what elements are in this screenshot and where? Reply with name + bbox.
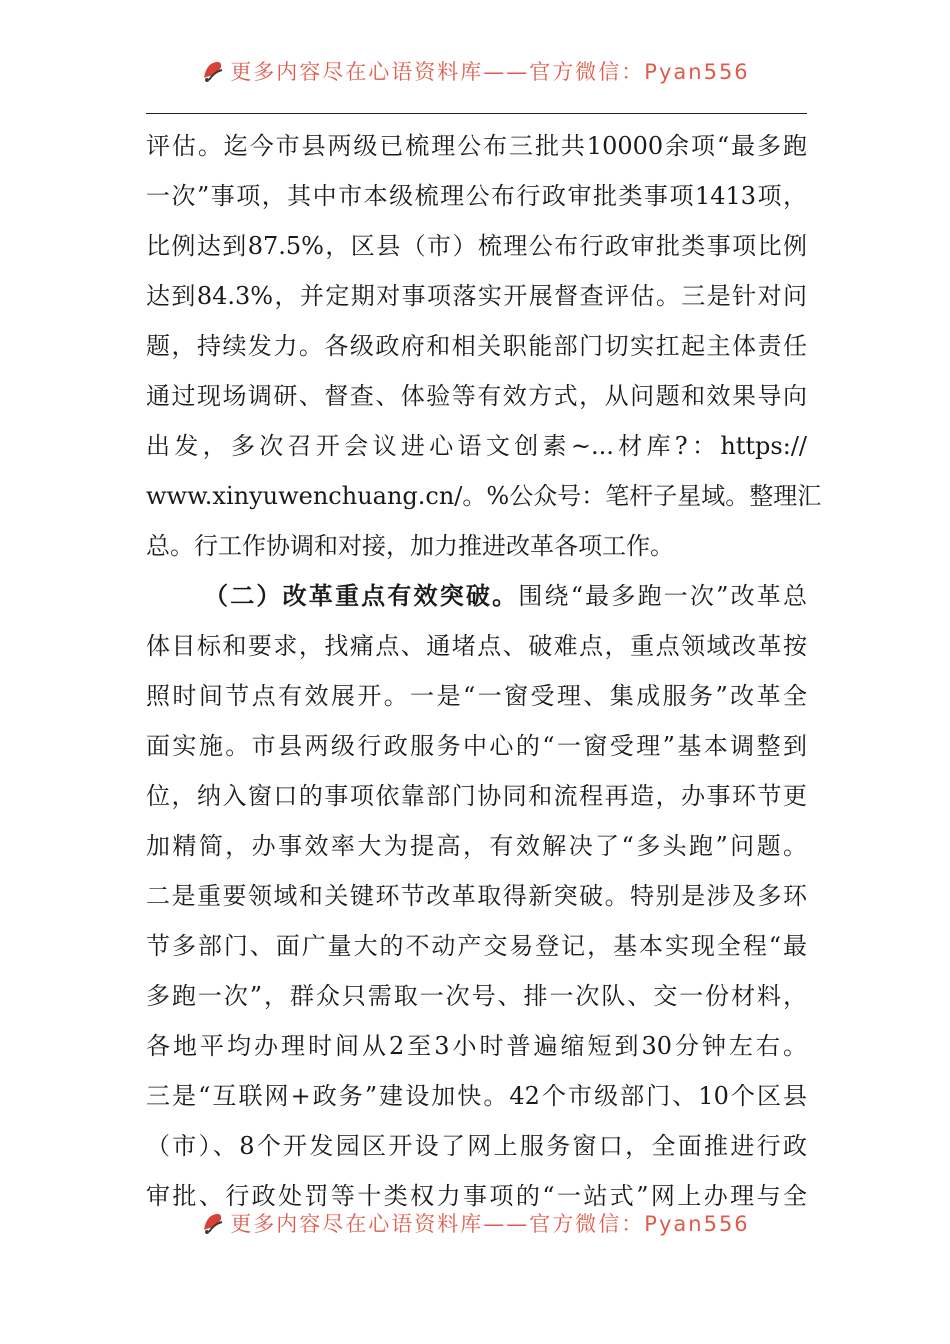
text-line: 节多部门、面广量大的不动产交易登记，基本实现全程“最 <box>146 932 807 960</box>
text-line: 围绕“最多跑一次”改革总 <box>518 582 807 610</box>
paragraph-2 <box>146 571 807 1221</box>
text-line: 面实施。市县两级行政服务中心的“一窗受理”基本调整到 <box>146 732 807 760</box>
text-line: 体目标和要求，找痛点、通堵点、破难点，重点领域改革按 <box>146 632 807 660</box>
text-line: （市）、8个开发园区开设了网上服务窗口，全面推进行政 <box>146 1132 807 1160</box>
section-heading: （二）改革重点有效突破。 <box>204 581 519 610</box>
document-body <box>146 121 822 1221</box>
watermark-text: 更多内容尽在心语资料库——官方微信：Pyan556 <box>230 60 750 84</box>
logo-icon <box>200 1210 226 1236</box>
text-line: 二是重要领域和关键环节改革取得新突破。特别是涉及多环 <box>146 882 807 910</box>
logo-icon <box>200 58 226 84</box>
text-line: 位，纳入窗口的事项依靠部门协同和流程再造，办事环节更 <box>146 782 807 810</box>
text-line: 三是“互联网+政务”建设加快。42个市级部门、10个区县 <box>146 1082 807 1110</box>
watermark-text: 更多内容尽在心语资料库——官方微信：Pyan556 <box>230 1212 750 1236</box>
watermark-top <box>0 56 950 86</box>
text-line: 审批、行政处罚等十类权力事项的“一站式”网上办理与全 <box>146 1182 807 1210</box>
text-line: 一次”事项，其中市本级梳理公布行政审批类事项1413项， <box>146 182 807 210</box>
text-line: 通过现场调研、督查、体验等有效方式，从问题和效果导向 <box>146 382 807 410</box>
text-line: www.xinyuwenchuang.cn/。%公众号：笔杆子星域。整理汇 <box>146 482 822 510</box>
text-line: 题，持续发力。各级政府和相关职能部门切实扛起主体责任 <box>146 332 807 360</box>
text-line: 总。行工作协调和对接，加力推进改革各项工作。 <box>146 532 674 560</box>
text-line: 达到84.3%，并定期对事项落实开展督查评估。三是针对问 <box>146 282 807 310</box>
header-rule <box>146 113 807 114</box>
text-line: 多跑一次”，群众只需取一次号、排一次队、交一份材料， <box>146 982 807 1010</box>
text-line: 照时间节点有效展开。一是“一窗受理、集成服务”改革全 <box>146 682 807 710</box>
text-line: 评估。迄今市县两级已梳理公布三批共10000余项“最多跑 <box>146 132 807 160</box>
paragraph-1 <box>146 121 822 571</box>
text-line: 出发，多次召开会议进心语文创素~...材库?：https:// <box>146 432 807 460</box>
text-line: 比例达到87.5%，区县（市）梳理公布行政审批类事项比例 <box>146 232 807 260</box>
text-line: 各地平均办理时间从2至3小时普遍缩短到30分钟左右。 <box>146 1032 807 1060</box>
text-line: 加精简，办事效率大为提高，有效解决了“多头跑”问题。 <box>146 832 807 860</box>
text-line-with-heading <box>146 571 807 621</box>
watermark-bottom <box>0 1208 950 1238</box>
